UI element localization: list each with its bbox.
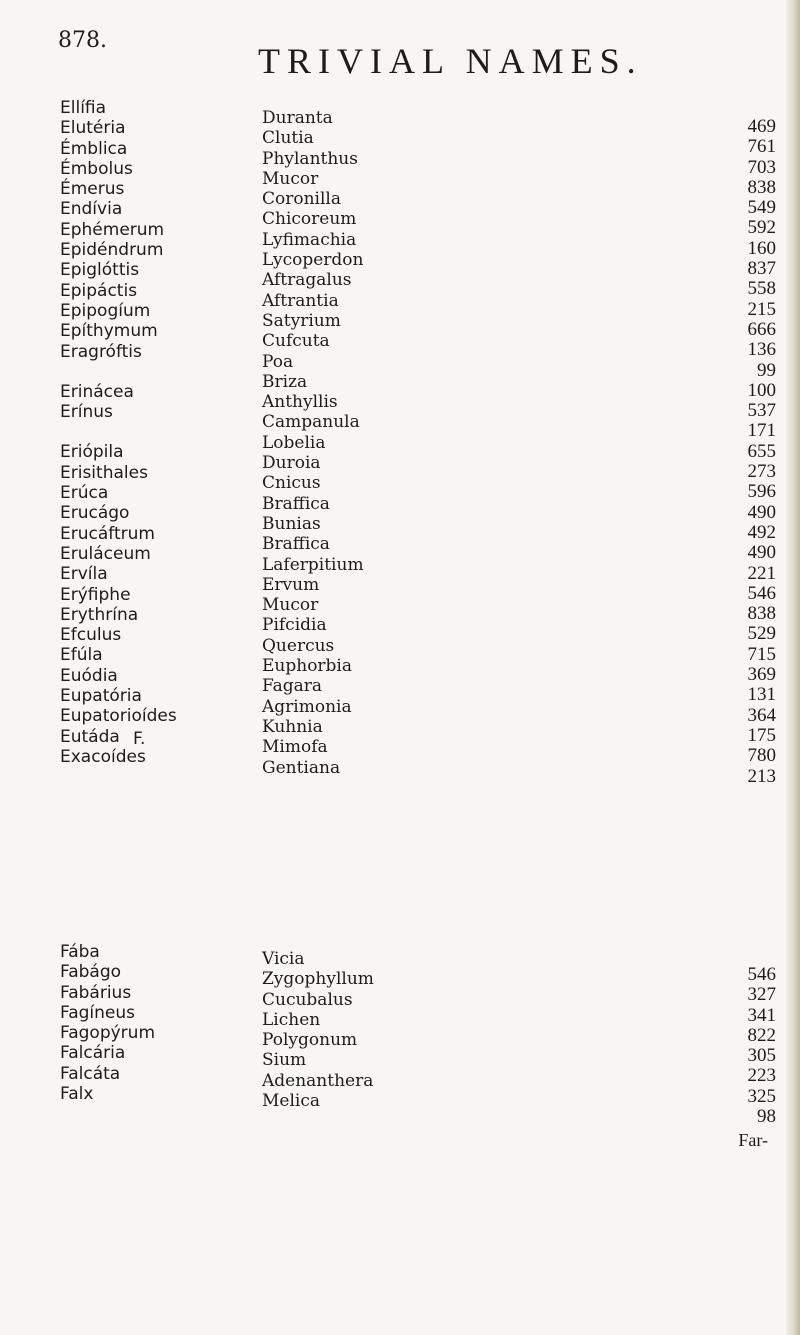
page-reference: 305 [747, 1045, 776, 1067]
trivial-name-entry: Eupatória [60, 686, 142, 707]
page-reference: 780 [747, 745, 776, 767]
trivial-name-entry: Efculus [60, 625, 122, 646]
trivial-name-entry: Falcária [60, 1043, 126, 1064]
running-head: TRIVIAL NAMES. [258, 41, 643, 81]
trivial-name-entry: Erucáftrum [60, 523, 155, 544]
genus-entry: Braffica [262, 493, 330, 514]
trivial-name-entry: Erinácea [60, 381, 134, 402]
page-reference: 592 [747, 217, 776, 239]
page-reference: 838 [747, 176, 776, 198]
trivial-name-entry: Elutéria [60, 118, 126, 139]
genus-entry: Mucor [262, 595, 319, 616]
page-reference: 171 [747, 420, 776, 442]
page-reference: 537 [747, 400, 776, 422]
genus-entry: Euphorbia [262, 656, 353, 677]
genus-entry: Campanula [262, 412, 360, 433]
genus-entry: Briza [262, 371, 308, 392]
trivial-name-entry: Eriópila [60, 442, 124, 463]
genus-entry: Poa [262, 351, 294, 372]
genus-entry: Laferpitium [262, 554, 364, 575]
trivial-name-entry: Euódia [60, 665, 118, 686]
genus-entry: Aftragalus [262, 270, 352, 291]
trivial-name-entry: Falx [60, 1084, 94, 1105]
trivial-name-entry: Epidéndrum [60, 240, 164, 261]
page-reference: 469 [747, 116, 776, 137]
page-reference: 213 [747, 765, 776, 787]
genus-entry: Aftrantia [262, 290, 339, 311]
e-trivial-names-column [60, 98, 177, 767]
page-reference: 549 [747, 197, 776, 219]
page-reference: 99 [757, 359, 776, 381]
trivial-name-entry: Erúca [60, 483, 109, 504]
genus-entry: Zygophyllum [262, 969, 374, 990]
page-reference: 761 [747, 136, 776, 158]
genus-entry: Lycoperdon [262, 250, 364, 271]
genus-entry: Polygonum [262, 1030, 358, 1051]
catch-word: Far- [738, 1130, 768, 1150]
genus-entry: Cufcuta [262, 331, 330, 352]
trivial-name-entry: Ephémerum [60, 219, 165, 240]
trivial-name-entry: Eragróftis [60, 341, 142, 362]
genus-entry: Fagara [262, 676, 323, 697]
page-reference: 492 [747, 521, 776, 543]
page-reference: 221 [747, 562, 776, 584]
genus-entry: Duroia [262, 453, 321, 474]
page-reference: 100 [747, 379, 776, 401]
genus-entry: Bunias [262, 513, 321, 534]
trivial-name-entry: Epíthymum [60, 321, 158, 342]
page-reference: 546 [747, 964, 776, 985]
page-reference: 558 [747, 278, 776, 300]
genus-entry: Lichen [262, 1009, 321, 1030]
page-reference: 715 [747, 643, 776, 665]
page-reference: 131 [747, 684, 776, 706]
page-number: 878. [58, 28, 107, 53]
trivial-name-entry: Fabárius [60, 982, 132, 1003]
page-reference: 369 [747, 664, 776, 686]
page-reference: 822 [747, 1024, 776, 1046]
trivial-name-entry: Exacoídes [60, 746, 146, 767]
genus-entry: Clutia [262, 128, 314, 149]
page-reference: 98 [757, 1106, 776, 1128]
trivial-name-entry: Eutáda [60, 726, 120, 747]
genus-entry: Phylanthus [262, 148, 358, 169]
genus-entry: Coronilla [262, 189, 341, 210]
e-genera-column [262, 108, 364, 778]
genus-entry: Cnicus [262, 473, 321, 494]
trivial-name-entry: Émbolus [60, 158, 133, 179]
page-reference: 490 [747, 501, 776, 523]
genus-entry: Satyrium [262, 310, 341, 331]
trivial-name-entry: Eruláceum [60, 543, 151, 564]
page-reference: 655 [747, 440, 776, 462]
genus-entry: Mucor [262, 168, 319, 189]
page-reference: 837 [747, 258, 776, 280]
page-reference: 223 [747, 1065, 776, 1087]
trivial-name-entry: Epiglóttis [60, 260, 140, 281]
page-reference: 175 [747, 724, 776, 746]
genus-entry: Duranta [262, 108, 333, 128]
trivial-name-entry: Ervíla [60, 564, 108, 585]
trivial-name-entry: Falcáta [60, 1063, 121, 1084]
f-genera-column [262, 949, 374, 1111]
genus-entry: Mimofa [262, 737, 328, 758]
page-reference: 327 [747, 984, 776, 1006]
page-reference: 215 [747, 298, 776, 320]
trivial-name-entry: Émblica [60, 138, 128, 159]
genus-entry: Adenanthera [262, 1070, 374, 1091]
genus-entry: Lyfimachia [262, 229, 357, 250]
trivial-name-entry: Erythrína [60, 604, 139, 625]
page-reference: 490 [747, 542, 776, 564]
trivial-name-entry: Émerus [60, 179, 125, 200]
trivial-name-entry: Ellífia [60, 98, 107, 118]
page-reference: 529 [747, 623, 776, 645]
page-reference: 341 [747, 1004, 776, 1026]
genus-entry: Pifcidia [262, 615, 327, 636]
genus-entry: Quercus [262, 635, 335, 656]
genus-entry: Kuhnia [262, 716, 323, 737]
trivial-name-entry: Epipogíum [60, 300, 151, 321]
page-edge [786, 0, 800, 1335]
trivial-name-entry: Efúla [60, 645, 103, 666]
e-page-refs-column [700, 117, 776, 787]
trivial-name-entry: Erýfiphe [60, 584, 131, 605]
page-reference: 325 [747, 1085, 776, 1107]
page-reference: 136 [747, 339, 776, 361]
genus-entry: Vicia [262, 949, 305, 969]
trivial-name-entry: Erisithales [60, 462, 148, 483]
trivial-name-entry: Epipáctis [60, 280, 138, 301]
genus-entry: Ervum [262, 574, 320, 595]
page-reference: 273 [747, 461, 776, 483]
trivial-name-entry: Erínus [60, 402, 113, 423]
page-reference: 160 [747, 237, 776, 259]
genus-entry: Melica [262, 1091, 320, 1112]
genus-entry: Cucubalus [262, 989, 353, 1010]
trivial-name-entry: Fagopýrum [60, 1023, 156, 1044]
genus-entry: Chicoreum [262, 209, 357, 230]
trivial-name-entry: Erucágo [60, 503, 130, 524]
trivial-name-entry: Endívia [60, 199, 123, 220]
genus-entry: Anthyllis [262, 392, 338, 413]
page-reference: 666 [747, 318, 776, 340]
genus-entry: Lobelia [262, 432, 326, 453]
page-reference: 596 [747, 481, 776, 503]
genus-entry: Braffica [262, 534, 330, 555]
page-reference: 838 [747, 603, 776, 625]
page-reference: 364 [747, 704, 776, 726]
f-page-refs-column [700, 965, 776, 1127]
trivial-name-entry: Fagíneus [60, 1002, 136, 1023]
trivial-name-entry: Eupatorioídes [60, 706, 177, 727]
genus-entry: Gentiana [262, 757, 341, 778]
page-reference: 546 [747, 582, 776, 604]
trivial-name-entry: Fabágo [60, 962, 122, 983]
page-reference: 703 [747, 156, 776, 178]
genus-entry: Agrimonia [262, 696, 352, 717]
f-trivial-names-column [60, 942, 155, 1104]
trivial-name-entry: Fába [60, 942, 100, 962]
genus-entry: Sium [262, 1050, 307, 1071]
section-letter-f: F. [133, 729, 146, 749]
